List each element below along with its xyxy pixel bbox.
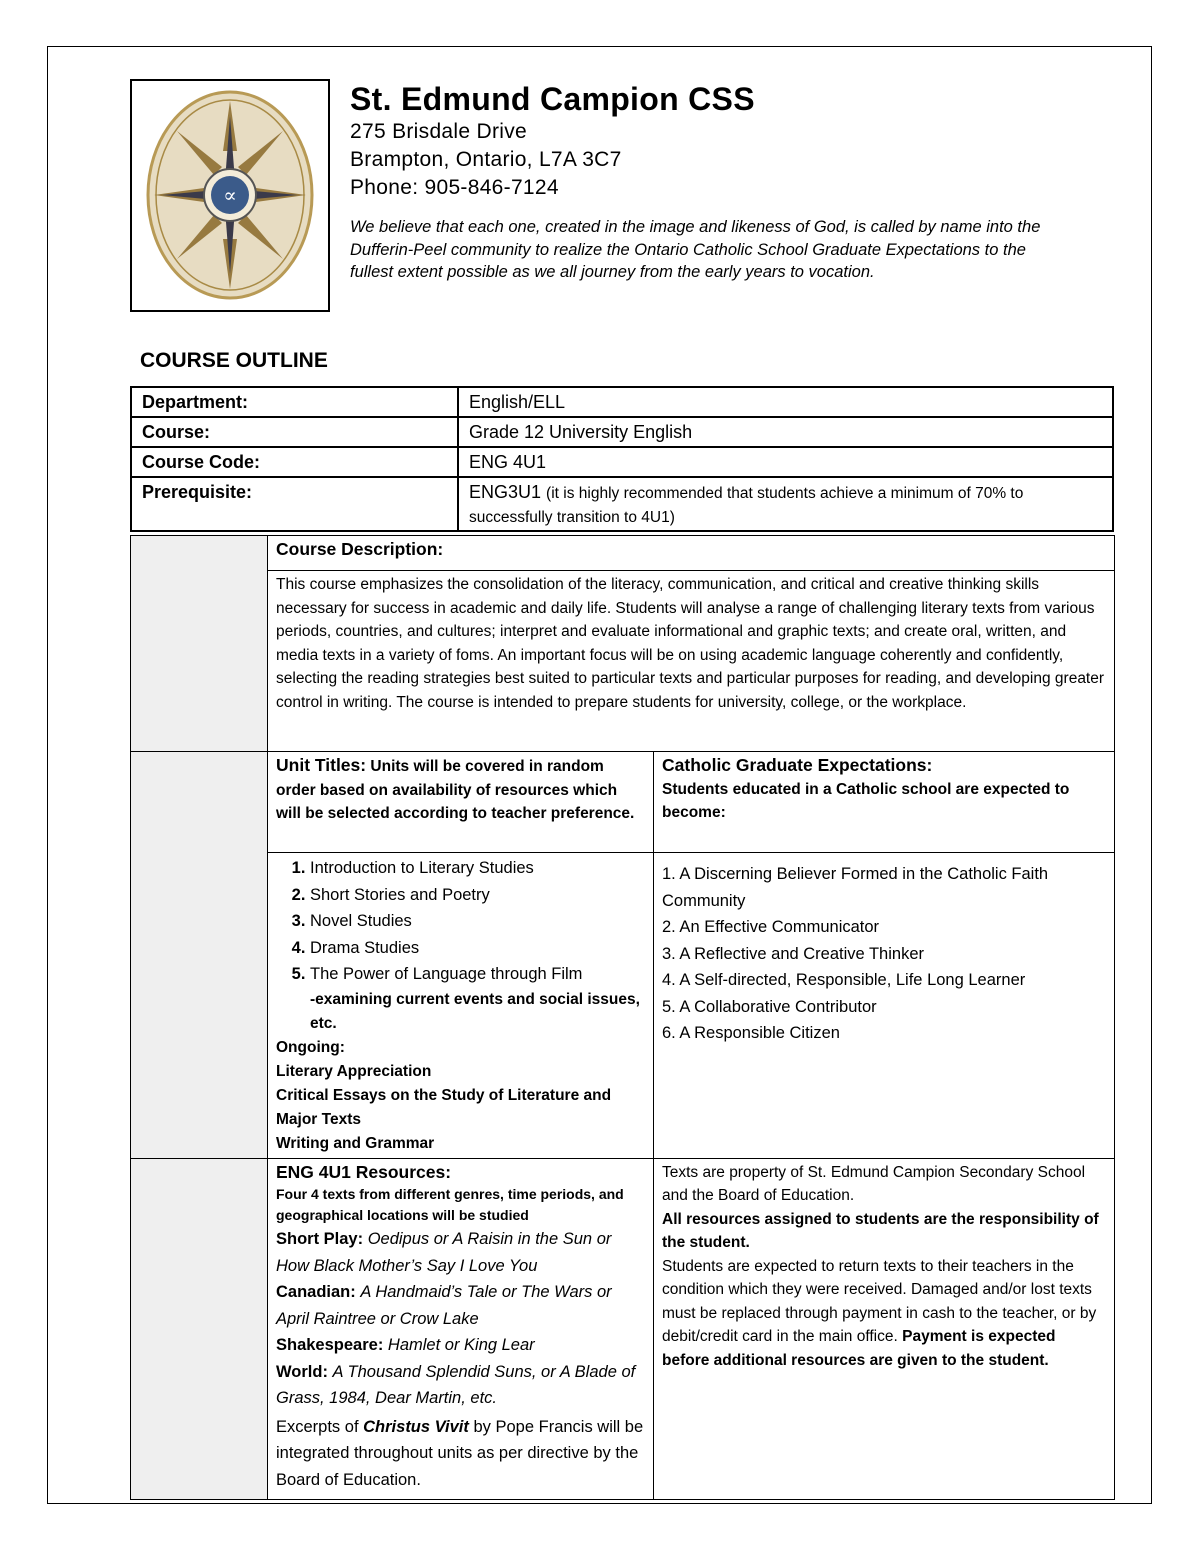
address-line-1: 275 Brisdale Drive [350,120,527,143]
list-item [310,961,645,1036]
expectations-list-cell [654,853,1115,1159]
list-item: 1. Introduction to Literary Studies [310,855,645,882]
department-value: English/ELL [458,387,1113,417]
texts-policy-return [662,1255,1106,1373]
phone-number: Phone: 905-846-7124 [350,176,559,199]
course-outline-title: COURSE OUTLINE [140,349,328,372]
prerequisite-label: Prerequisite: [131,477,458,531]
table-row [131,387,1113,417]
description-text: This course emphasizes the consolidation of the literacy, communication, and critical and creative thinking skills necessary for success in academic and daily life. Students will analyse a range of challenging literary texts from various periods, countries, and cultures; interpret and evaluate informational and graphic texts; and create oral, written, and media texts in a variety of foms. An important focus will be on using academic language coherently and confidently, selecting the reading strategies best suited to particular texts and particular purposes for reading, and developing greater control in writing. The course is intended to prepare students for university, college, or the workplace. [268,571,1115,752]
ongoing-label: Ongoing: [276,1038,345,1056]
table-row [131,536,1115,571]
department-label: Department: [131,387,458,417]
side-cell [131,1158,268,1499]
list-item: 1. A Discerning Believer Formed in the Catholic Faith Community [662,865,1049,910]
shakespeare-titles: Hamlet or King Lear [387,1336,535,1354]
ongoing-item: Literary Appreciation [276,1062,432,1080]
table-row [131,752,1115,853]
table-row [131,417,1113,447]
world-entry [276,1359,645,1412]
address-line-2: Brampton, Ontario, L7A 3C7 [350,148,622,171]
table-row [131,571,1115,752]
course-details-table [130,535,1115,1500]
list-item: 3. A Reflective and Creative Thinker [662,944,925,963]
shakespeare-label: Shakespeare: [276,1336,384,1354]
units-heading-cell [268,752,654,853]
excerpts-prefix: Excerpts of [276,1417,359,1436]
svg-text:∝: ∝ [223,183,237,207]
description-heading-cell [268,536,1115,571]
table-row [131,477,1113,531]
side-cell [131,536,268,752]
list-item: 6. A Responsible Citizen [662,1024,840,1042]
list-item: 5. A Collaborative Contributor [662,997,877,1016]
units-heading: Unit Titles: [276,755,367,775]
list-item: 3. Novel Studies [310,908,645,935]
world-titles: A Thousand Splendid Suns, or A Blade of Grass, 1984, Dear Martin, etc. [276,1362,636,1407]
texts-policy-cell [654,1158,1115,1499]
list-item: 2. Short Stories and Poetry [310,882,645,909]
canadian-titles: A Handmaid’s Tale or The Wars or April Raintree or Crow Lake [276,1283,612,1328]
crest-icon [132,81,328,310]
texts-policy-replacement: Students are expected to return texts to their teachers in the condition which they were received. Damaged and/or lost texts must be replaced through payment in cash to the teacher, or by debit/credit card in the main office. [662,1257,1097,1345]
prerequisite-note: (it is highly recommended that students achieve a minimum of 70% to successfully transition to 4U1) [469,485,1024,526]
canadian-label: Canadian: [276,1283,356,1301]
prerequisite-code: ENG3U1 [469,482,542,502]
list-item: 4. A Self-directed, Responsible, Life Long Learner [662,971,1026,989]
table-row [131,1158,1115,1499]
course-info-table [130,386,1114,532]
school-name: St. Edmund Campion CSS [350,81,755,117]
units-list [276,855,645,1036]
world-label: World: [276,1362,328,1381]
prerequisite-value [458,477,1113,531]
expectations-heading-cell [654,752,1115,853]
course-code-value: ENG 4U1 [458,447,1113,477]
mission-statement: We believe that each one, created in the image and likeness of God, is called by name into the Dufferin-Peel community to realize the Ontario Catholic School Graduate Expectations to the fullest extent possible as we all journey from the early years to vocation. [350,218,1041,281]
short-play-label: Short Play: [276,1230,364,1248]
expectations-subheading: Students educated in a Catholic school are expected to become: [662,780,1070,821]
course-value: Grade 12 University English [458,417,1113,447]
unit-5-title: The Power of Language through Film [310,965,583,983]
unit-5-note: -examining current events and social issues, etc. [310,990,640,1032]
school-header [350,80,1090,284]
texts-policy-responsibility: All resources assigned to students are the responsibility of the student. [662,1210,1099,1251]
ongoing-item: Writing and Grammar [276,1134,435,1152]
course-code-label: Course Code: [131,447,458,477]
short-play-entry [276,1226,645,1279]
list-item: 2. An Effective Communicator [662,918,880,936]
shakespeare-entry [276,1332,645,1359]
excerpts-suffix: by Pope Francis will be integrated throughout units as per directive by the Board of Education. [276,1417,644,1489]
resources-subheading: Four 4 texts from different genres, time periods, and geographical locations will be studied [276,1186,624,1223]
side-cell [131,752,268,1159]
table-row [131,447,1113,477]
canadian-entry [276,1279,645,1332]
resources-heading: ENG 4U1 Resources: [276,1161,452,1182]
excerpts-title: Christus Vivit [363,1417,469,1436]
texts-policy-payment: Payment is expected before additional resources are given to the student. [662,1328,1056,1369]
units-list-cell [268,853,654,1159]
resources-cell [268,1158,654,1499]
ongoing-item: Critical Essays on the Study of Literature and Major Texts [276,1086,612,1128]
texts-policy-ownership: Texts are property of St. Edmund Campion Secondary School and the Board of Education. [662,1163,1086,1204]
school-crest [130,79,330,312]
description-heading: Course Description: [276,539,444,559]
table-row [131,853,1115,1159]
short-play-titles: Oedipus or A Raisin in the Sun or How Black Mother’s Say I Love You [276,1230,612,1275]
list-item: 4. Drama Studies [310,935,645,962]
excerpts-entry [276,1414,645,1494]
course-label: Course: [131,417,458,447]
units-subheading: Units will be covered in random order based on availability of resources which will be selected according to teacher preference. [276,758,635,822]
expectations-heading: Catholic Graduate Expectations: [662,755,933,775]
